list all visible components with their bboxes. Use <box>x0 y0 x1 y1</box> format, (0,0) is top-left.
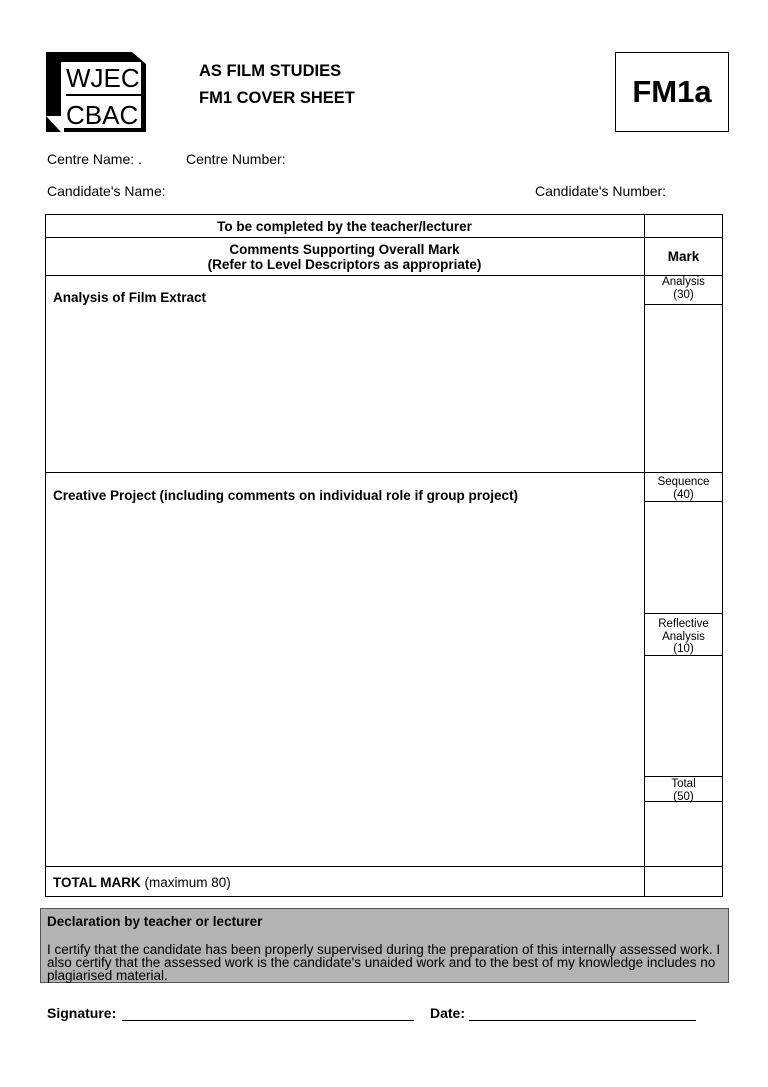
teacher-header: To be completed by the teacher/lecturer <box>217 219 472 234</box>
analysis-section-label: Analysis of Film Extract <box>53 290 207 305</box>
marking-table <box>45 214 723 897</box>
total-mark-row <box>53 875 231 890</box>
table-divider <box>45 866 723 867</box>
date-line[interactable] <box>469 1006 696 1021</box>
table-divider <box>45 237 723 238</box>
analysis-mark-label: Analysis (30) <box>662 276 705 301</box>
title-course: AS FILM STUDIES <box>199 62 342 80</box>
candidate-name-label: Candidate's Name: <box>47 183 166 199</box>
mark-divider <box>644 501 723 502</box>
mark-divider <box>644 613 723 614</box>
comments-header: Comments Supporting Overall Mark <box>229 242 460 257</box>
title-cover-sheet: FM1 COVER SHEET <box>199 89 355 107</box>
total-mark-maximum: (maximum 80) <box>140 875 231 890</box>
table-divider <box>45 275 723 276</box>
signature-line[interactable] <box>122 1006 414 1021</box>
mark-divider <box>644 776 723 777</box>
centre-number-label: Centre Number: <box>186 151 286 167</box>
signature-label: Signature: <box>47 1005 117 1021</box>
creative-section-label: Creative Project (including comments on individual role if group project) <box>53 488 519 503</box>
table-divider <box>45 472 723 473</box>
mark-divider <box>644 304 723 305</box>
total-50-mark-label: Total (50) <box>671 778 696 803</box>
total-mark-label: TOTAL MARK <box>53 875 141 890</box>
reflective-mark-label: Reflective Analysis (10) <box>658 618 709 655</box>
candidate-number-label: Candidate's Number: <box>535 183 667 199</box>
logo-text-cbac: CBAC <box>66 100 139 130</box>
mark-header: Mark <box>667 249 700 264</box>
declaration-text: I certify that the candidate has been properly supervised during the preparation of this internally assessed work. I also certify that the assessed work is the candidate's unaided work and to the best of my knowledge includes no plagiarised material. <box>47 942 721 983</box>
declaration-title: Declaration by teacher or lecturer <box>47 914 263 929</box>
comments-subheader: (Refer to Level Descriptors as appropriate) <box>207 257 482 272</box>
centre-name-label: Centre Name: . <box>47 151 142 167</box>
form-code: FM1a <box>615 52 729 132</box>
date-label: Date: <box>430 1005 466 1021</box>
logo-text-wjec: WJEC <box>66 63 140 93</box>
wjec-cbac-logo <box>46 52 146 132</box>
declaration-box <box>40 908 729 983</box>
sequence-mark-label: Sequence (40) <box>657 476 710 501</box>
